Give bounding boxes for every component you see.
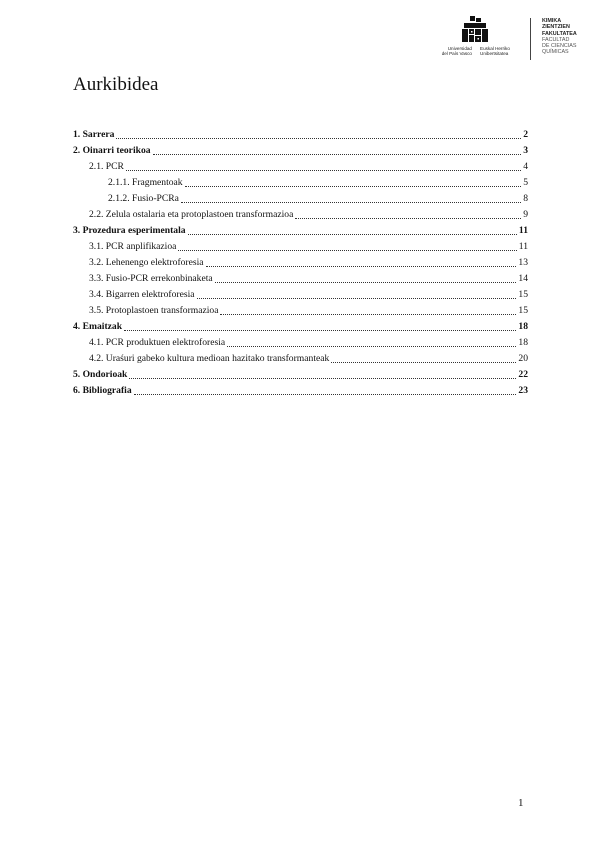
toc-entry-page: 18 — [518, 337, 528, 348]
page-number: 1 — [518, 797, 524, 809]
toc-entry[interactable] — [73, 175, 528, 191]
toc-entry-page: 5 — [523, 177, 528, 188]
toc-entry-title: 3.5. Protoplastoen transformazioa — [89, 305, 219, 316]
toc-entry-title: 2.1.2. Fusio-PCRa — [108, 193, 179, 204]
university-logo — [424, 16, 524, 64]
faculty-name: KIMIKA ZIENTZIEN FAKULTATEA FACULTAD DE CIENCIAS QUÍMICAS — [542, 18, 577, 56]
toc-entry-title: 3.2. Lehenengo elektroforesia — [89, 257, 204, 268]
toc-entry-title: 2.1. PCR — [89, 161, 124, 172]
toc-entry-page: 11 — [518, 241, 528, 252]
page-title: Aurkibidea — [73, 74, 159, 95]
toc-entry-page: 22 — [518, 369, 528, 380]
toc-entry-title: 3.1. PCR anplifikazioa — [89, 241, 177, 252]
toc-entry-title: 2. Oinarri teorikoa — [73, 145, 151, 156]
toc-entry-page: 8 — [523, 193, 528, 204]
toc-dot-leader — [116, 138, 521, 139]
toc-dot-leader — [178, 250, 516, 251]
toc-entry[interactable] — [73, 143, 528, 159]
toc-entry[interactable] — [73, 271, 528, 287]
toc-entry[interactable] — [73, 255, 528, 271]
toc-dot-leader — [227, 346, 516, 347]
toc-dot-leader — [206, 266, 517, 267]
toc-entry-title: 1. Sarrera — [73, 129, 115, 140]
toc-entry[interactable] — [73, 223, 528, 239]
university-name-eu: Universidad del País Vasco — [441, 46, 472, 57]
toc-dot-leader — [129, 378, 516, 379]
toc-entry[interactable] — [73, 319, 528, 335]
toc-dot-leader — [188, 234, 517, 235]
toc-entry-title: 4.2. Uraśuri gabeko kultura medioan hazitako transformanteak — [89, 353, 330, 364]
toc-entry-title: 3. Prozedura esperimentala — [73, 225, 186, 236]
toc-dot-leader — [295, 218, 521, 219]
university-name-es: Euskal Herriko Unibertsitatea — [480, 46, 510, 57]
toc-dot-leader — [124, 330, 516, 331]
toc-entry[interactable] — [73, 159, 528, 175]
toc-entry-page: 18 — [518, 321, 528, 332]
toc-entry-title: 3.4. Bigarren elektroforesia — [89, 289, 195, 300]
toc-entry-page: 14 — [518, 273, 528, 284]
toc-dot-leader — [215, 282, 517, 283]
page-header — [0, 14, 600, 64]
table-of-contents — [73, 127, 528, 399]
toc-entry[interactable] — [73, 303, 528, 319]
toc-entry-title: 4. Emaitzak — [73, 321, 123, 332]
toc-entry-page: 11 — [518, 225, 528, 236]
toc-entry-page: 23 — [518, 385, 528, 396]
toc-entry-title: 6. Bibliografia — [73, 385, 132, 396]
toc-entry-title: 2.1.1. Fragmentoak — [108, 177, 183, 188]
toc-entry-page: 9 — [523, 209, 528, 220]
toc-entry[interactable] — [73, 127, 528, 143]
toc-entry-title: 3.3. Fusio-PCR errekonbinaketa — [89, 273, 213, 284]
toc-entry-page: 3 — [523, 145, 528, 156]
toc-entry-page: 13 — [518, 257, 528, 268]
toc-entry[interactable] — [73, 351, 528, 367]
toc-entry[interactable] — [73, 335, 528, 351]
toc-entry[interactable] — [73, 287, 528, 303]
toc-dot-leader — [126, 170, 521, 171]
toc-entry[interactable] — [73, 367, 528, 383]
toc-entry-page: 2 — [523, 129, 528, 140]
toc-entry-page: 15 — [518, 289, 528, 300]
toc-dot-leader — [185, 186, 522, 187]
toc-entry-title: 4.1. PCR produktuen elektroforesia — [89, 337, 226, 348]
toc-entry-title: 5. Ondorioak — [73, 369, 128, 380]
toc-entry[interactable] — [73, 239, 528, 255]
toc-dot-leader — [220, 314, 516, 315]
toc-entry-title: 2.2. Zelula ostalaria eta protoplastoen transformazioa — [89, 209, 294, 220]
header-divider — [530, 18, 531, 60]
toc-dot-leader — [181, 202, 521, 203]
toc-entry[interactable] — [73, 383, 528, 399]
toc-dot-leader — [134, 394, 517, 395]
toc-dot-leader — [153, 154, 522, 155]
toc-dot-leader — [197, 298, 517, 299]
toc-entry[interactable] — [73, 207, 528, 223]
toc-entry-page: 4 — [523, 161, 528, 172]
toc-entry-page: 15 — [518, 305, 528, 316]
toc-entry[interactable] — [73, 191, 528, 207]
toc-dot-leader — [331, 362, 516, 363]
ehu-emblem-icon — [460, 16, 490, 44]
toc-entry-page: 20 — [518, 353, 528, 364]
